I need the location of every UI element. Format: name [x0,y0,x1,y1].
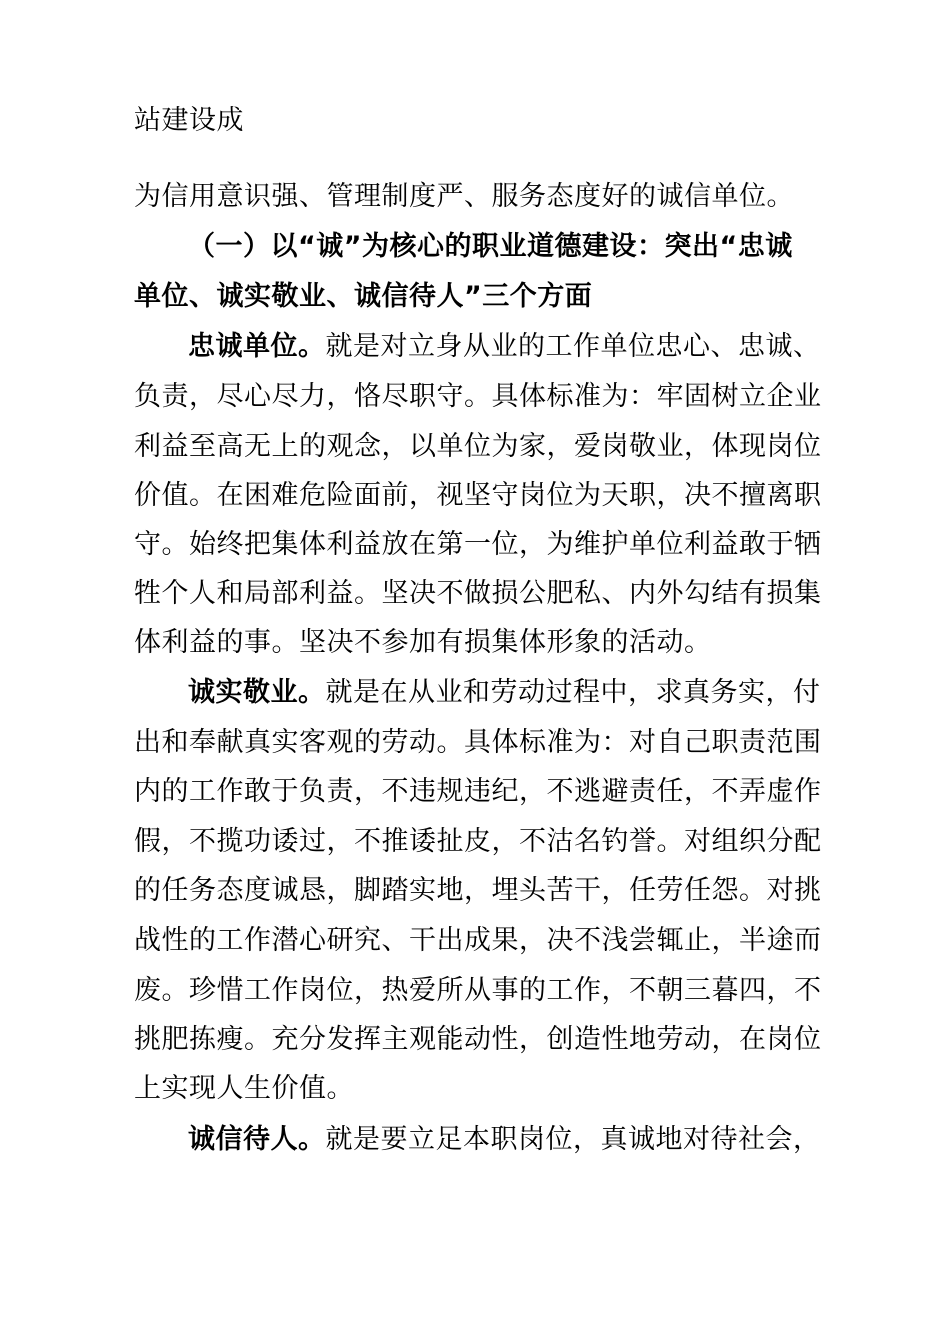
line-text: 内的工作敢于负责，不违规违纪，不逃避责任，不弄虚作 [134,776,822,807]
paragraph-loyalty-line-4 [134,471,834,521]
line-text: 为信用意识强、管理制度严、服务态度好的诚信单位。 [134,181,794,212]
paragraph-dedication-line-3 [134,767,834,817]
line-text: 利益至高无上的观念，以单位为家，爱岗敬业，体现岗位 [134,431,822,462]
line-text: 就是在从业和劳动过程中，求真务实，付 [325,677,821,708]
paragraph-dedication-line-8 [134,1015,834,1065]
line-text: 体利益的事。坚决不参加有损集体形象的活动。 [134,627,712,658]
text-line-2 [134,172,834,222]
paragraph-loyalty-line-2 [134,372,834,422]
line-text: 牲个人和局部利益。坚决不做损公肥私、内外勾结有损集 [134,578,822,609]
paragraph-loyalty-line-7 [134,618,834,668]
paragraph-honesty-line-1 [188,1115,834,1165]
line-text: 的任务态度诚恳，脚踏实地，埋头苦干，任劳任怨。对挑 [134,875,822,906]
paragraph-dedication-line-1 [188,668,834,718]
section-heading-text: （一）以“诚”为核心的职业道德建设：突出“忠诚 [188,231,793,262]
paragraph-lead-term: 忠诚单位。 [188,331,326,362]
line-text: 上实现人生价值。 [134,1073,354,1104]
section-heading-line-2 [134,272,834,322]
paragraph-dedication-line-4 [134,817,834,867]
paragraph-loyalty-line-1 [188,322,834,372]
line-text: 废。珍惜工作岗位，热爱所从事的工作，不朝三暮四，不 [134,975,822,1006]
paragraph-loyalty-line-3 [134,422,834,472]
paragraph-dedication-line-6 [134,916,834,966]
line-text: 价值。在困难危险面前，视坚守岗位为天职，决不擅离职 [134,480,822,511]
paragraph-lead-term: 诚信待人。 [188,1124,326,1155]
line-text: 就是要立足本职岗位，真诚地对待社会， [325,1124,821,1155]
paragraph-dedication-line-5 [134,866,834,916]
line-text: 守。始终把集体利益放在第一位，为维护单位利益敢于牺 [134,529,822,560]
line-text: 站建设成 [134,105,244,136]
section-heading-text: 单位、诚实敬业、诚信待人”三个方面 [134,281,593,312]
line-text: 假，不揽功诿过，不推诿扯皮，不沽名钓誉。对组织分配 [134,826,822,857]
section-heading-line-1 [188,222,834,272]
paragraph-lead-term: 诚实敬业。 [188,677,326,708]
paragraph-dedication-line-9 [134,1064,834,1114]
line-text: 就是对立身从业的工作单位忠心、忠诚、 [325,331,821,362]
line-text: 挑肥拣瘦。充分发挥主观能动性，创造性地劳动，在岗位 [134,1024,822,1055]
line-text: 出和奉献真实客观的劳动。具体标准为：对自己职责范围 [134,727,822,758]
paragraph-loyalty-line-6 [134,569,834,619]
line-text: 战性的工作潜心研究、干出成果，决不浅尝辄止，半途而 [134,925,822,956]
text-line-1 [134,96,834,146]
paragraph-dedication-line-7 [134,966,834,1016]
paragraph-dedication-line-2 [134,718,834,768]
paragraph-loyalty-line-5 [134,520,834,570]
line-text: 负责，尽心尽力，恪尽职守。具体标准为：牢固树立企业 [134,381,822,412]
